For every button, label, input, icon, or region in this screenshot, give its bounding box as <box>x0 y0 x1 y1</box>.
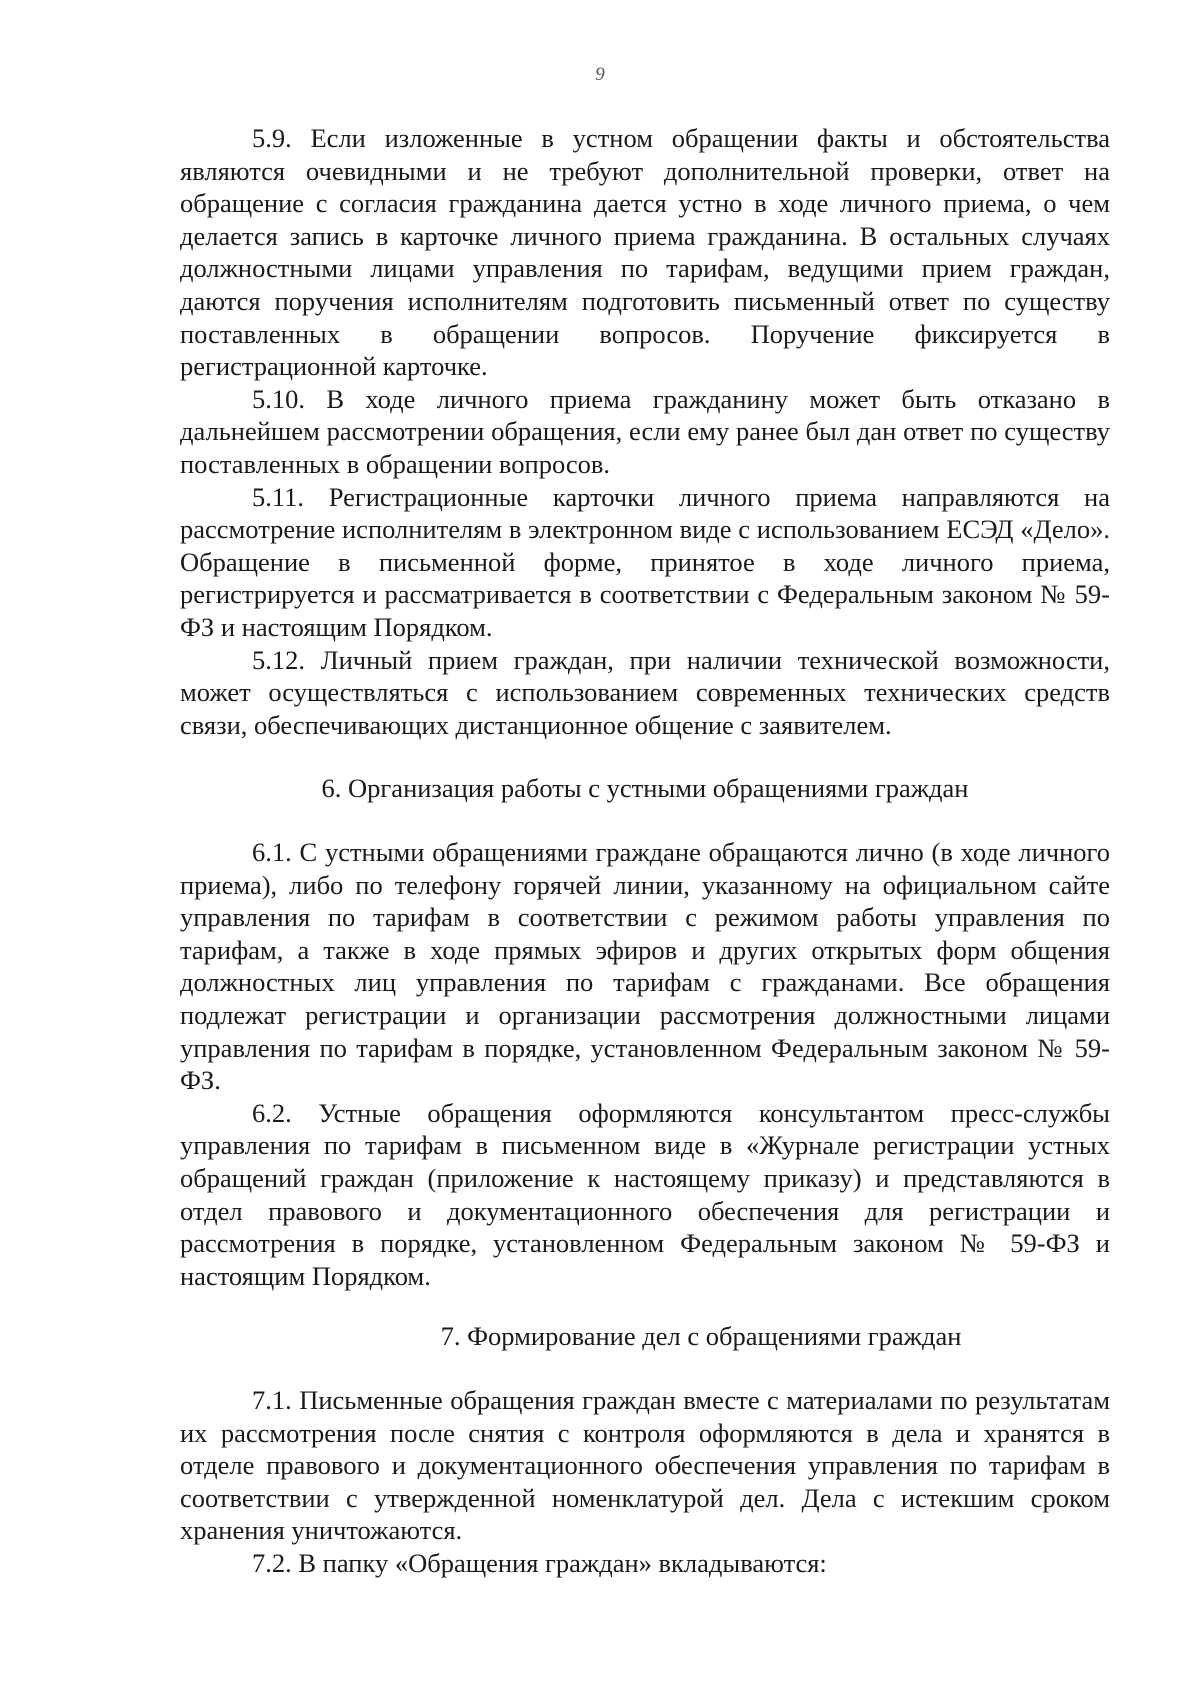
page-number: 9 <box>595 64 605 85</box>
section-5-text <box>180 122 1110 741</box>
paragraph-5-12: 5.12. Личный прием граждан, при наличии технической возможности, может осуществляться с использованием современных технических средств связи, обеспечивающих дистанционное общение с заявителем. <box>180 644 1110 740</box>
section-7-heading-wrap <box>236 1320 1166 1353</box>
section-7-text <box>180 1384 1110 1580</box>
paragraph-7-2: 7.2. В папку «Обращения граждан» вкладываются: <box>252 1547 827 1578</box>
paragraph-5-11: 5.11. Регистрационные карточки личного приема направляются на рассмотрение исполнителям в электронном виде с использованием ЕСЭД «Дело». Обращение в письменной форме, принятое в ходе личного приема, регистрируется и рассматривается в соответствии с Федеральным законом № 59-ФЗ и настоящим Порядком. <box>180 481 1110 642</box>
paragraph-5-10: 5.10. В ходе личного приема гражданину может быть отказано в дальнейшем рассмотрении обращения, если ему ранее был дан ответ по существу поставленных в обращении вопросов. <box>180 383 1110 479</box>
paragraph-6-2: 6.2. Устные обращения оформляются консультантом пресс-службы управления по тарифам в письменном виде в «Журнале регистрации устных обращений граждан (приложение к настоящему приказу) и представляются в отдел правового и документационного обеспечения для регистрации и рассмотрения в порядке, установленном Федеральным законом № 59-ФЗ и настоящим Порядком. <box>180 1097 1110 1291</box>
section-6-heading: 6. Организация работы с устными обращениями граждан <box>321 773 969 803</box>
paragraph-5-9: 5.9. Если изложенные в устном обращении факты и обстоятельства являются очевидными и не требуют дополнительной проверки, ответ на обращение с согласия гражданина дается устно в ходе личного приема, о чем делается запись в карточке личного приема гражданина. В остальных случаях должностными лицами управления по тарифам, ведущими прием граждан, даются поручения исполнителям подготовить письменный ответ по существу поставленных в обращении вопросов. Поручение фиксируется в регистрационной карточке. <box>180 123 1110 382</box>
section-7-heading: 7. Формирование дел с обращениями граждан <box>440 1321 962 1351</box>
paragraph-6-1: 6.1. С устными обращениями граждане обращаются лично (в ходе личного приема), либо по телефону горячей линии, указанному на официальном сайте управления по тарифам в соответствии с режимом работы управления по тарифам, а также в ходе прямых эфиров и других открытых форм общения должностных лиц управления по тарифам с гражданами. Все обращения подлежат регистрации и организации рассмотрения должностными лицами управления по тарифам в порядке, установленном Федеральным законом № 59-ФЗ. <box>180 837 1110 1096</box>
paragraph-7-1: 7.1. Письменные обращения граждан вместе с материалами по результатам их рассмотрения после снятия с контроля оформляются в дела и хранятся в отделе правового и документационного обеспечения управления по тарифам в соответствии с утвержденной номенклатурой дел. Дела с истекшим сроком хранения уничтожаются. <box>180 1385 1110 1546</box>
section-6-heading-wrap <box>180 772 1110 805</box>
section-6-text <box>180 836 1110 1292</box>
